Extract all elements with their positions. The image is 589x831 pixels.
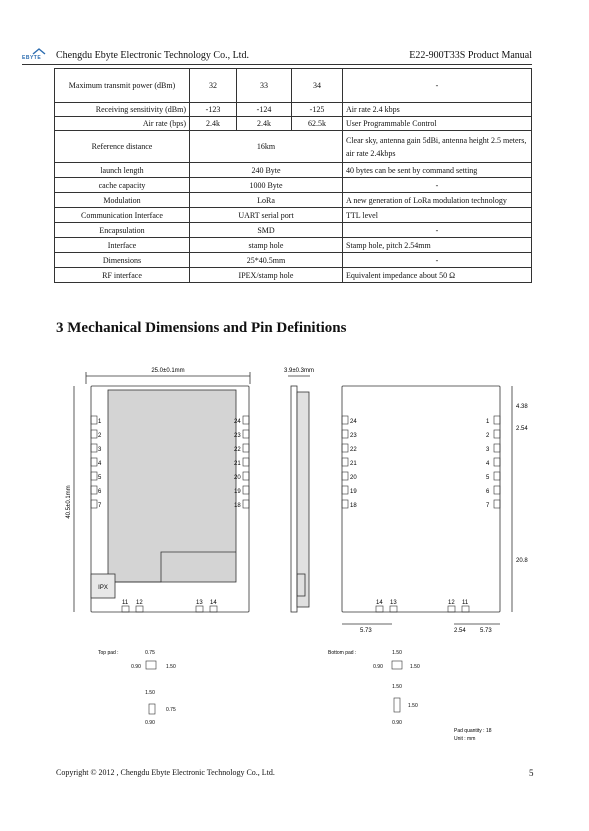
table-row <box>55 253 532 268</box>
spec-table <box>54 68 532 283</box>
pin-label: 23 <box>350 433 357 439</box>
top-pad-detail <box>146 661 156 714</box>
table-cell: 40 bytes can be sent by command setting <box>343 163 532 178</box>
table-row <box>55 223 532 238</box>
section-title: 3 Mechanical Dimensions and Pin Definitions <box>56 320 347 336</box>
dimension-label: 2.54 <box>454 628 466 634</box>
rear-bottom-pins <box>376 600 469 612</box>
logo-mark-icon <box>32 48 46 55</box>
pin-label: 7 <box>98 503 102 509</box>
table-cell: Reference distance <box>55 131 190 163</box>
ebyte-logo <box>22 48 56 62</box>
table-cell: cache capacity <box>55 178 190 193</box>
pin-label: 3 <box>98 447 102 453</box>
table-cell: 240 Byte <box>190 163 343 178</box>
dimension-label: 5.73 <box>480 628 492 634</box>
pin-label: 18 <box>350 503 357 509</box>
pin-label: 22 <box>234 447 241 453</box>
table-cell: Communication Interface <box>55 208 190 223</box>
table-cell: RF interface <box>55 268 190 283</box>
pin-label: 19 <box>234 489 241 495</box>
pad-dimension: 0.75 <box>166 707 176 713</box>
table-cell: Modulation <box>55 193 190 208</box>
table-cell: TTL level <box>343 208 532 223</box>
table-cell: Equivalent impedance about 50 Ω <box>343 268 532 283</box>
thickness-dimension: 3.9±0.3mm <box>284 368 314 374</box>
pad-dimension: 1.50 <box>410 664 420 670</box>
rear-left-pins <box>342 416 357 509</box>
table-cell: Dimensions <box>55 253 190 268</box>
table-cell: Interface <box>55 238 190 253</box>
rear-right-pins <box>486 416 500 509</box>
table-cell: Clear sky, antenna gain 5dBi, antenna height 2.5 meters, air rate 2.4kbps <box>343 131 532 163</box>
table-cell: Air rate 2.4 kbps <box>343 103 532 117</box>
pin-label: 14 <box>210 600 217 606</box>
table-cell: 33 <box>237 69 292 103</box>
pin-label: 23 <box>234 433 241 439</box>
dimension-label: 20.8 <box>516 558 528 564</box>
table-cell: Receiving sensitivity (dBm) <box>55 103 190 117</box>
table-cell: UART serial port <box>190 208 343 223</box>
pin-label: 12 <box>136 600 143 606</box>
pin-label: 1 <box>98 419 102 425</box>
pin-label: 4 <box>98 461 102 467</box>
table-cell: -123 <box>190 103 237 117</box>
pad-dimension: 1.50 <box>408 703 418 709</box>
table-cell: - <box>343 253 532 268</box>
pin-label: 24 <box>234 419 241 425</box>
table-cell: - <box>343 223 532 238</box>
pin-label: 21 <box>234 461 241 467</box>
pad-dimension: 0.90 <box>131 664 141 670</box>
table-cell: -124 <box>237 103 292 117</box>
table-cell: 1000 Byte <box>190 178 343 193</box>
ipx-label: IPX <box>98 585 108 591</box>
table-row <box>55 117 532 131</box>
logo-text: EBYTE <box>22 55 42 61</box>
table-row <box>55 178 532 193</box>
table-cell: 2.4k <box>190 117 237 131</box>
table-row <box>55 69 532 103</box>
pin-label: 5 <box>98 475 102 481</box>
pad-quantity: Pad quantity : 18 <box>454 728 492 734</box>
pad-dimension: 1.50 <box>166 664 176 670</box>
pin-label: 11 <box>122 600 129 606</box>
pin-label: 14 <box>376 600 383 606</box>
table-cell: Air rate (bps) <box>55 117 190 131</box>
pad-dimension: 1.50 <box>145 690 155 696</box>
pin-label: 6 <box>486 489 490 495</box>
pin-label: 6 <box>98 489 102 495</box>
table-cell: launch length <box>55 163 190 178</box>
front-left-pins <box>91 416 102 509</box>
top-pad-label: Top pad : <box>98 650 119 656</box>
pin-label: 20 <box>350 475 357 481</box>
pin-label: 12 <box>448 600 455 606</box>
page-header <box>22 42 532 65</box>
table-cell: stamp hole <box>190 238 343 253</box>
table-cell: 16km <box>190 131 343 163</box>
bottom-pad-label: Bottom pad : <box>328 650 357 656</box>
table-cell: Maximum transmit power (dBm) <box>55 69 190 103</box>
table-row <box>55 103 532 117</box>
copyright: Copyright © 2012 , Chengdu Ebyte Electronic Technology Co., Ltd. <box>56 768 275 777</box>
pad-dimension: 0.90 <box>373 664 383 670</box>
dimension-label: 4.38 <box>516 404 528 410</box>
pin-label: 24 <box>350 419 357 425</box>
table-cell: 34 <box>292 69 343 103</box>
front-bottom-pins <box>122 600 217 612</box>
pin-label: 2 <box>486 433 490 439</box>
pin-label: 11 <box>462 600 469 606</box>
table-cell: - <box>343 178 532 193</box>
page-number: 5 <box>529 768 534 778</box>
table-row <box>55 131 532 163</box>
table-cell: -125 <box>292 103 343 117</box>
table-row <box>55 268 532 283</box>
unit-label: Unit : mm <box>454 736 476 742</box>
pin-label: 20 <box>234 475 241 481</box>
side-view <box>288 376 310 612</box>
dimension-label: 5.73 <box>360 628 372 634</box>
table-cell: 2.4k <box>237 117 292 131</box>
dimension-label: 2.54 <box>516 426 528 432</box>
table-cell: 62.5k <box>292 117 343 131</box>
table-cell: IPEX/stamp hole <box>190 268 343 283</box>
pad-dimension: 1.50 <box>392 650 402 656</box>
pad-dimension: 0.75 <box>145 650 155 656</box>
table-cell: A new generation of LoRa modulation technology <box>343 193 532 208</box>
table-cell: Encapsulation <box>55 223 190 238</box>
table-row <box>55 163 532 178</box>
pin-label: 19 <box>350 489 357 495</box>
width-dimension: 25.0±0.1mm <box>151 368 185 374</box>
pin-label: 5 <box>486 475 490 481</box>
table-cell: 25*40.5mm <box>190 253 343 268</box>
table-row <box>55 193 532 208</box>
table-row <box>55 238 532 253</box>
pin-label: 21 <box>350 461 357 467</box>
table-row <box>55 208 532 223</box>
pin-label: 18 <box>234 503 241 509</box>
pin-label: 13 <box>390 600 397 606</box>
table-cell: 32 <box>190 69 237 103</box>
pin-label: 13 <box>196 600 203 606</box>
pad-dimension: 0.90 <box>145 720 155 726</box>
table-cell: LoRa <box>190 193 343 208</box>
company-name: Chengdu Ebyte Electronic Technology Co., Ltd. <box>56 50 249 61</box>
table-cell: - <box>343 69 532 103</box>
table-cell: SMD <box>190 223 343 238</box>
table-cell: Stamp hole, pitch 2.54mm <box>343 238 532 253</box>
manual-title: E22-900T33S Product Manual <box>409 50 532 61</box>
pin-label: 2 <box>98 433 102 439</box>
pin-label: 4 <box>486 461 490 467</box>
pin-label: 3 <box>486 447 490 453</box>
mechanical-drawing <box>56 362 536 752</box>
pin-label: 1 <box>486 419 490 425</box>
pad-dimension: 1.50 <box>392 684 402 690</box>
pin-label: 22 <box>350 447 357 453</box>
pin-label: 7 <box>486 503 490 509</box>
height-dimension: 40.5±0.1mm <box>66 485 72 519</box>
table-cell: User Programmable Control <box>343 117 532 131</box>
pad-dimension: 0.90 <box>392 720 402 726</box>
